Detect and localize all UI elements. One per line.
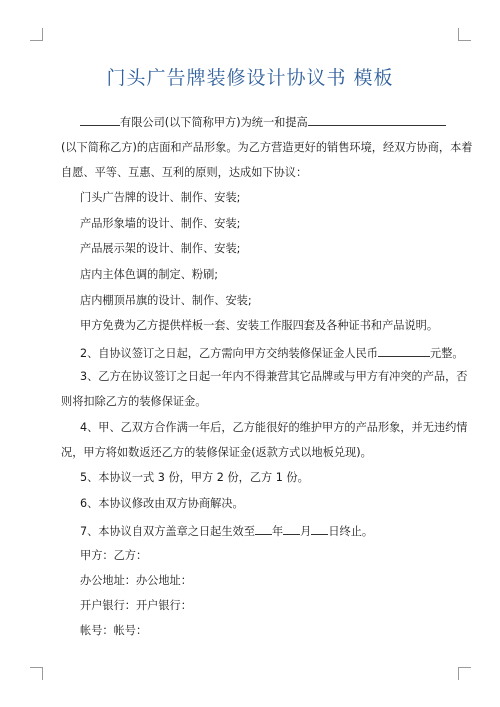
fill-blank (308, 114, 446, 126)
fill-blank (80, 114, 120, 126)
list-item: 产品展示架的设计、制作、安装; (80, 242, 241, 255)
list-item: 店内主体色调的制定、粉刷; (80, 268, 219, 281)
paragraph-line: 甲方免费为乙方提供样板一套、安装工作服四套及各种证书和产品说明。 (80, 319, 439, 332)
line-text: 有限公司(以下简称甲方)为统一和提高 (120, 116, 308, 129)
fill-blank (311, 523, 328, 535)
corner-mark-top-left (30, 28, 43, 41)
paragraph-line: 6、本协议修改由双方协商解决。 (80, 497, 244, 510)
line-text: 2、自协议签订之日起，乙方需向甲方交纳装修保证金人民币 (80, 347, 378, 360)
list-item: 产品形象墙的设计、制作、安装; (80, 217, 241, 230)
fill-blank (283, 523, 300, 535)
corner-mark-bottom-right (458, 667, 471, 680)
signature-party-line: 甲方：乙方： (80, 549, 148, 562)
document-title: 门头广告牌装修设计协议书 模板 (106, 67, 394, 89)
line-text: 元整。 (430, 347, 464, 360)
paragraph-line (80, 345, 464, 361)
line-text: 7、本协议自双方盖章之日起生效至 (80, 525, 255, 538)
paragraph-line: (以下简称乙方)的店面和产品形象。为乙方营造更好的销售环境，经双方协商，本着 (61, 141, 473, 154)
paragraph-line: 4、甲、乙双方合作满一年后，乙方能很好的维护甲方的产品形象，并无违约情 (80, 421, 468, 434)
line-text: 月 (300, 525, 312, 538)
fill-blank (255, 523, 272, 535)
paragraph-line: 况，甲方将如数返还乙方的装修保证金(返款方式以地板兑现)。 (61, 446, 372, 459)
paragraph-line: 5、本协议一式 3 份，甲方 2 份，乙方 1 份。 (80, 471, 309, 484)
office-address-line: 办公地址：办公地址： (80, 574, 192, 587)
list-item: 店内棚顶吊旗的设计、制作、安装; (80, 294, 252, 307)
line-text: 日终止。 (328, 525, 374, 538)
fill-blank (378, 345, 430, 357)
bank-line: 开户银行：开户银行： (80, 599, 192, 612)
paragraph-line (80, 523, 373, 539)
paragraph-line: 3、乙方在协议签订之日起一年内不得兼营其它品牌或与甲方有冲突的产品，否 (80, 370, 468, 383)
corner-mark-bottom-left (30, 667, 43, 680)
line-text: 年 (271, 525, 284, 538)
list-item: 门头广告牌的设计、制作、安装; (80, 191, 241, 204)
account-line: 帐号：帐号： (80, 624, 148, 637)
paragraph-line: 自愿、平等、互惠、互利的原则，达成如下协议： (61, 166, 308, 179)
corner-mark-top-right (458, 28, 471, 41)
paragraph-line (80, 114, 446, 130)
paragraph-line: 则将扣除乙方的装修保证金。 (61, 395, 207, 408)
